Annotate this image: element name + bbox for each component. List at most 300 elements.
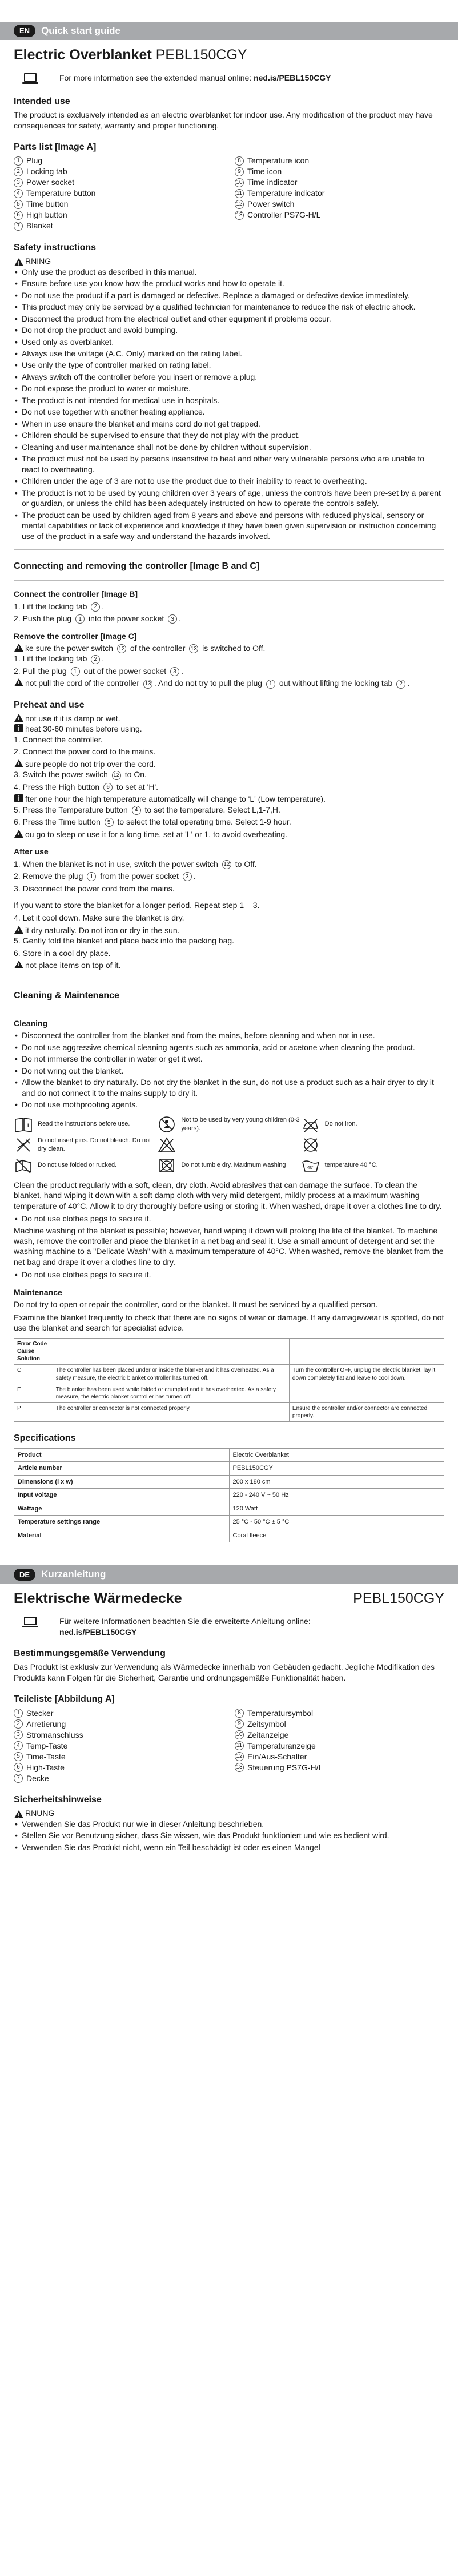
part-item <box>235 210 444 220</box>
intended-use-text: Das Produkt ist exklusiv zur Verwendung als Wärmedecke innerhalb von Gebäuden gedacht. Jegliche Modifikation des Produkts kann Folgen für die Sicherheit, Garantie und ordnungsgemäße Funktionalität haben. <box>14 1662 435 1682</box>
store-steps-cont <box>14 935 444 958</box>
care-symbol <box>301 1136 444 1154</box>
spec-key: Input voltage <box>14 1489 230 1502</box>
safety-item: • This product may only be serviced by a qualified technician for maintenance to reduce the risk of electric shock. <box>14 302 444 312</box>
part-item <box>14 177 223 188</box>
symbol-label: Do not use folded or rucked. <box>38 1162 117 1169</box>
part-label: Time button <box>26 199 69 209</box>
store-steps <box>14 913 444 923</box>
language-badge: DE <box>14 1569 35 1581</box>
symbol-label: Not to be used by very young children (0-3 years). <box>181 1116 300 1132</box>
step-text: 1. Lift the locking tab <box>14 601 87 611</box>
part-item <box>14 220 223 231</box>
safety-item: • The product is not to be used by young children over 3 years of age, unless the controls have been pre-set by a parent or guardian, or unless the child has been adequately instructed on how to operate the controls safely. <box>14 488 444 509</box>
care-symbol <box>14 1136 157 1154</box>
care-symbol <box>157 1136 300 1154</box>
note-text: sure people do not trip over the cord. <box>25 759 156 769</box>
after-use-steps <box>14 859 444 894</box>
part-number: 10 <box>235 178 244 187</box>
specifications-table <box>14 1448 444 1543</box>
error-cause: The controller has been placed under or inside the blanket and it has overheated. As a safety measure, the electric blanket controller has turned off. <box>53 1365 289 1384</box>
step-item <box>14 782 444 792</box>
part-number: 3 <box>14 178 23 187</box>
spec-key: Product <box>14 1448 230 1462</box>
step-text: 1. Lift the locking tab <box>14 654 87 664</box>
store-note <box>14 960 444 970</box>
part-label: Arretierung <box>26 1719 66 1729</box>
note-text: fter one hour the high temperature automatically will change to 'L' (Low temperature). <box>25 794 326 804</box>
step-item: 2. Pull the plug 1 out of the power socket 3 . <box>14 666 183 676</box>
cleaning-item: • Disconnect the controller from the blanket and from the mains, before cleaning and when not in use. <box>14 1030 444 1040</box>
error-code: E <box>14 1384 53 1402</box>
table-row <box>14 1448 444 1462</box>
section-divider <box>14 549 444 550</box>
column-header <box>14 1338 53 1365</box>
part-label: Zeitsymbol <box>247 1719 286 1729</box>
note-text: ou go to sleep or use it for a long time, set at 'L' or 1, to avoid overheating. <box>25 829 288 839</box>
warning-icon <box>14 258 24 267</box>
document-title-row <box>14 46 444 65</box>
remove-note-2: not pull the cord of the controller 13 . And do not try to pull the plug 1 out without lifting the locking tab 2 . <box>14 678 444 688</box>
safety-item: • The product must not be used by persons insensitive to heat and other very vulnerable persons who are unable to react to overheating. <box>14 453 444 475</box>
part-label: Stromanschluss <box>26 1730 83 1739</box>
part-number: 9 <box>235 167 244 176</box>
error-code: C <box>14 1365 53 1384</box>
part-label: Temperature button <box>26 188 96 198</box>
part-item <box>14 199 223 210</box>
cleaning-item: • Do not use clothes pegs to secure it. <box>14 1213 444 1224</box>
part-number: 6 <box>14 211 23 220</box>
part-label: Stecker <box>26 1708 54 1718</box>
info-icon <box>14 724 24 733</box>
part-number: 10 <box>235 1730 244 1739</box>
table-row <box>14 1475 444 1489</box>
part-item <box>235 166 444 177</box>
safety-item: • Always switch off the controller before you insert or remove a plug. <box>14 372 444 382</box>
part-label: Temperature indicator <box>247 188 325 198</box>
step-text: 1. When the blanket is not in use, switch the power switch <box>14 859 218 869</box>
step-text: 3. Switch the power switch <box>14 770 108 779</box>
part-number: 11 <box>235 1741 244 1750</box>
safety-item: • Do not expose the product to water or moisture. <box>14 383 444 393</box>
warning-label: RNUNG <box>25 1809 55 1818</box>
no-iron-icon <box>301 1116 320 1133</box>
safety-item: • Disconnect the product from the electrical outlet and other equipment if problems occur. <box>14 314 444 324</box>
warning-icon <box>14 643 24 652</box>
step-item: 1. Lift the locking tab 2 . <box>14 601 105 611</box>
part-ref: 2 <box>396 680 405 689</box>
remove-note <box>14 643 444 653</box>
care-symbol <box>157 1116 300 1133</box>
document-title: Elektrische Wärmedecke <box>14 1590 182 1607</box>
part-ref: 1 <box>71 667 80 676</box>
note-text: not use if it is damp or wet. <box>25 713 120 723</box>
language-section-title: Quick start guide <box>41 25 120 36</box>
note-text: of the controller <box>130 643 186 653</box>
warning-icon <box>14 960 24 969</box>
manual-prefix: For more information see the extended manual online: <box>59 73 254 82</box>
intended-use-heading: Bestimmungsgemäße Verwendung <box>14 1649 166 1659</box>
spec-key: Temperature settings range <box>14 1516 230 1529</box>
parts-list-heading: Parts list [Image A] <box>14 142 97 152</box>
symbol-label: Do not iron. <box>324 1120 357 1128</box>
warning-icon <box>14 678 24 687</box>
part-number: 5 <box>14 1752 23 1761</box>
step-item: 2. Push the plug 1 into the power socket 3 . <box>14 614 182 624</box>
part-ref: 2 <box>91 602 100 612</box>
document-title <box>14 46 247 65</box>
after-use-heading: After use <box>14 847 49 857</box>
safety-item: • When in use ensure the blanket and mains cord do not get trapped. <box>14 419 444 429</box>
table-row <box>14 1502 444 1516</box>
part-number: 13 <box>235 211 244 220</box>
part-item <box>14 1729 223 1740</box>
step-item <box>14 817 444 827</box>
safety-item: • The product is not intended for medical use in hospitals. <box>14 395 444 405</box>
table-row <box>14 1403 444 1422</box>
cleaning-list <box>14 1030 444 1110</box>
wash-40-icon <box>301 1157 320 1174</box>
online-manual-notice <box>14 1616 444 1637</box>
remove-steps <box>14 653 444 676</box>
note-text: . And do not try to pull the plug <box>154 678 263 688</box>
cleaning-item: • Do not use aggressive chemical cleaning agents such as ammonia, acid or acetone when cleaning the product. <box>14 1042 444 1052</box>
part-ref: 13 <box>189 644 198 653</box>
cleaning-paragraph: Clean the product regularly with a soft, clean, dry cloth. Avoid abrasives that can damage the surface. To clean the blanket, hand wiping it down with a soft damp cloth with very mild detergent, mildly process at a maximum washing temperature of 40°C. Allow it to dry thoroughly before using or storing it. When washed, drape it over a clothes line to dry. <box>14 1180 442 1211</box>
part-number: 11 <box>235 189 244 198</box>
intended-use-heading: Intended use <box>14 97 70 106</box>
language-header-de <box>0 1565 458 1584</box>
part-ref: 1 <box>266 680 275 689</box>
step-text: to Off. <box>235 859 257 869</box>
step-item: 2. Connect the power cord to the mains. <box>14 747 156 757</box>
child-icon <box>157 1116 176 1133</box>
language-badge: EN <box>14 25 35 37</box>
warning-icon <box>14 713 24 722</box>
part-label: Temperatursymbol <box>247 1708 314 1718</box>
no-fold-icon <box>14 1157 33 1174</box>
safety-item: • The product can be used by children aged from 8 years and above and persons with reduced physical, sensory or mental capabilities or lack of experience and knowledge if they have been given supervision or instruction concerning use of the product in a safe way and understand the hazards involved. <box>14 510 444 541</box>
warning-label-row <box>14 1808 444 1818</box>
step-text: from the power socket <box>100 871 179 881</box>
manual-text <box>59 1616 311 1637</box>
laptop-icon <box>22 1616 39 1629</box>
step-text: out of the power socket <box>83 666 167 676</box>
note-text: is switched to Off. <box>202 643 266 653</box>
part-ref: 12 <box>112 771 121 780</box>
part-number: 2 <box>14 167 23 176</box>
safety-item: • Do not use the product if a part is damaged or defective. Replace a damaged or defective device immediately. <box>14 290 444 300</box>
part-ref: 3 <box>168 614 177 624</box>
part-number: 13 <box>235 1763 244 1772</box>
part-label: Power socket <box>26 178 75 187</box>
cleaning-pegs-list <box>14 1213 444 1224</box>
maintenance-paragraph: Examine the blanket frequently to check that there are no signs of wear or damage. If any damage/wear is spotted, do not use the blanket and search for specialist advice. <box>14 1312 444 1333</box>
step-text: to On. <box>124 770 147 779</box>
step-text: 2. Remove the plug <box>14 871 83 881</box>
part-ref: 12 <box>117 644 126 653</box>
cleaning-item: • Do not immerse the controller in water or get it wet. <box>14 1054 444 1064</box>
remove-subheading: Remove the controller [Image C] <box>14 631 137 641</box>
intended-use-text: The product is exclusively intended as an electric overblanket for indoor use. Any modification of the product may have consequences for safety, warranty and proper functioning. <box>14 110 433 130</box>
step-text: to set at 'H'. <box>116 782 159 791</box>
part-ref: 3 <box>170 667 179 676</box>
safety-item: • Do not use together with another heating appliance. <box>14 407 444 417</box>
part-ref: 2 <box>91 655 100 664</box>
document-title-row <box>14 1589 444 1608</box>
part-label: High-Taste <box>26 1762 65 1772</box>
part-number: 4 <box>14 1741 23 1750</box>
part-ref: 1 <box>75 614 85 624</box>
part-item <box>14 188 223 199</box>
book-icon <box>14 1116 33 1133</box>
preheat-steps <box>14 734 444 757</box>
part-ref: 4 <box>132 806 141 815</box>
part-number: 5 <box>14 200 23 209</box>
part-item <box>14 210 223 220</box>
step-item: 2. Remove the plug 1 from the power socket 3 . <box>14 871 196 881</box>
step-text: 5. Press the Temperature button <box>14 805 128 814</box>
part-item <box>14 1762 223 1773</box>
part-number: 4 <box>14 189 23 198</box>
error-code-table <box>14 1338 444 1422</box>
warning-label: RNING <box>25 256 51 266</box>
cleaning-item: • Do not use mothproofing agents. <box>14 1099 444 1110</box>
header-cause: Cause <box>17 1348 35 1355</box>
error-code: P <box>14 1403 53 1422</box>
symbol-label: Do not tumble dry. Maximum washing <box>181 1162 286 1169</box>
preheat-note <box>14 713 444 724</box>
preheat-note <box>14 759 444 769</box>
header-code: Error Code <box>17 1340 47 1347</box>
safety-item: • Used only as overblanket. <box>14 337 444 347</box>
note-text: out without lifting the locking tab <box>279 678 393 688</box>
part-item <box>235 177 444 188</box>
part-number: 1 <box>14 156 23 166</box>
parts-list-heading: Teileliste [Abbildung A] <box>14 1694 115 1705</box>
error-cause: The blanket has been used while folded or crumpled and it has overheated. As a safety measure, the electric blanket controller has turned off. <box>53 1384 289 1402</box>
preheat-note <box>14 829 444 839</box>
spec-value: PEBL150CGY <box>229 1462 444 1476</box>
preheat-steps-cont <box>14 769 444 792</box>
part-number: 1 <box>14 1709 23 1718</box>
safety-item: • Ensure before use you know how the product works and how to operate it. <box>14 278 444 288</box>
table-row <box>14 1462 444 1476</box>
cleaning-pegs-list <box>14 1269 444 1280</box>
part-item <box>14 166 223 177</box>
safety-item: • Do not drop the product and avoid bumping. <box>14 325 444 335</box>
manual-link[interactable]: ned.is/PEBL150CGY <box>254 73 331 82</box>
care-symbol <box>14 1116 157 1133</box>
part-item <box>14 1751 223 1762</box>
table-row <box>14 1529 444 1542</box>
part-label: Decke <box>26 1773 49 1783</box>
step-item: 1. Lift the locking tab 2 . <box>14 654 105 664</box>
spec-value: Electric Overblanket <box>229 1448 444 1462</box>
cleaning-heading: Cleaning & Maintenance <box>14 990 119 1000</box>
no-bleach-icon <box>157 1136 176 1154</box>
manual-prefix: Für weitere Informationen beachten Sie die erweiterte Anleitung online: <box>59 1617 311 1626</box>
online-manual-notice <box>14 73 444 85</box>
part-label: Time indicator <box>247 178 298 187</box>
manual-link[interactable]: ned.is/PEBL150CGY <box>59 1627 137 1637</box>
part-item <box>235 199 444 210</box>
step-text: into the power socket <box>88 614 164 624</box>
error-solution: Ensure the controller and/or connector are connected properly. <box>289 1403 444 1422</box>
spec-value: 200 x 180 cm <box>229 1475 444 1489</box>
table-row <box>14 1516 444 1529</box>
safety-list <box>14 267 444 541</box>
safety-item: • Stellen Sie vor Benutzung sicher, dass Sie wissen, wie das Produkt funktioniert und wie es bedient wird. <box>14 1830 444 1840</box>
part-ref: 3 <box>183 872 192 881</box>
step-text: to set the temperature. Select L,1-7,H. <box>144 805 280 814</box>
step-item <box>14 859 444 869</box>
step-text: 2. Push the plug <box>14 614 72 624</box>
part-ref: 1 <box>87 872 96 881</box>
part-number: 3 <box>14 1730 23 1739</box>
store-note <box>14 925 444 935</box>
safety-item: • Only use the product as described in this manual. <box>14 267 444 277</box>
no-pin-icon <box>14 1136 33 1154</box>
step-text: to select the total operating time. Select 1-9 hour. <box>117 817 291 827</box>
step-item: 6. Store in a cool dry place. <box>14 948 111 958</box>
care-symbol <box>157 1157 300 1174</box>
parts-list <box>14 1707 444 1783</box>
connect-steps <box>14 601 444 624</box>
part-number: 12 <box>235 200 244 209</box>
specifications-heading: Specifications <box>14 1433 76 1444</box>
model-number: PEBL150CGY <box>353 1590 444 1607</box>
warning-icon <box>14 829 24 838</box>
safety-heading: Sicherheitshinweise <box>14 1795 102 1805</box>
warning-icon <box>14 1810 24 1819</box>
spec-key: Dimensions (l x w) <box>14 1475 230 1489</box>
part-label: Temperaturanzeige <box>247 1741 316 1750</box>
spec-value: 220 - 240 V ~ 50 Hz <box>229 1489 444 1502</box>
error-solution: Turn the controller OFF, unplug the electric blanket, lay it down completely flat and leave to cool down. <box>289 1365 444 1403</box>
part-item <box>235 1729 444 1740</box>
step-text: 2. Pull the plug <box>14 666 67 676</box>
manual-text <box>59 73 331 83</box>
step-item: 5. Gently fold the blanket and place back into the packing bag. <box>14 936 235 946</box>
warning-icon <box>14 759 24 768</box>
cleaning-item: • Allow the blanket to dry naturally. Do not dry the blanket in the sun, do not use a product such as a hair dryer to dry it and do not connect it to the mains supply to dry it. <box>14 1077 444 1098</box>
step-text: 6. Press the Time button <box>14 817 101 827</box>
table-row <box>14 1365 444 1384</box>
column-header <box>53 1338 289 1365</box>
care-symbols <box>14 1116 444 1174</box>
product-name: Electric Overblanket <box>14 47 152 63</box>
part-label: Blanket <box>26 221 53 231</box>
part-ref: 12 <box>222 860 231 869</box>
part-item <box>235 1762 444 1773</box>
error-cause: The controller or connector is not connected properly. <box>53 1403 289 1422</box>
part-label: High button <box>26 210 67 220</box>
warning-label-row <box>14 256 444 266</box>
part-item <box>235 188 444 199</box>
svg-text:i: i <box>27 1122 29 1128</box>
part-label: Locking tab <box>26 167 67 176</box>
section-divider <box>14 580 444 581</box>
part-label: Steuerung PS7G-H/L <box>247 1762 323 1772</box>
spec-key: Material <box>14 1529 230 1542</box>
step-text: 4. Press the High button <box>14 782 100 791</box>
safety-item: • Cleaning and user maintenance shall not be done by children without supervision. <box>14 442 444 452</box>
connect-subheading: Connect the controller [Image B] <box>14 589 138 599</box>
cleaning-subheading: Cleaning <box>14 1018 48 1028</box>
part-ref: 13 <box>143 680 152 689</box>
language-section-title: Kurzanleitung <box>41 1568 106 1580</box>
safety-item: • Use only the type of controller marked on rating label. <box>14 360 444 370</box>
step-item: 3. Disconnect the power cord from the mains. <box>14 883 175 893</box>
preheat-note <box>14 794 444 804</box>
care-symbol <box>301 1116 444 1133</box>
safety-item: • Verwenden Sie das Produkt nicht, wenn ein Teil beschädigt ist oder es einen Mangel <box>14 1842 444 1852</box>
safety-item: • Verwenden Sie das Produkt nur wie in dieser Anleitung beschrieben. <box>14 1819 444 1829</box>
part-number: 12 <box>235 1752 244 1761</box>
part-item <box>235 1740 444 1751</box>
connect-heading: Connecting and removing the controller [Image B and C] <box>14 561 260 571</box>
header-solution: Solution <box>17 1356 40 1363</box>
table-row <box>14 1489 444 1502</box>
step-item: 4. Let it cool down. Make sure the blanket is dry. <box>14 913 184 923</box>
part-label: Plug <box>26 156 43 166</box>
laptop-icon <box>22 73 39 85</box>
part-item <box>14 1740 223 1751</box>
note-text: not pull the cord of the controller <box>25 678 140 688</box>
maintenance-paragraph: Do not try to open or repair the controller, cord or the blanket. It must be serviced by a qualified person. <box>14 1300 378 1309</box>
part-label: Power switch <box>247 199 295 209</box>
step-item: 1. Connect the controller. <box>14 734 103 744</box>
part-label: Time-Taste <box>26 1751 66 1761</box>
parts-list <box>14 155 444 231</box>
spec-key: Wattage <box>14 1502 230 1516</box>
spec-key: Article number <box>14 1462 230 1476</box>
part-number: 8 <box>235 1709 244 1718</box>
safety-item: • Children under the age of 3 are not to use the product due to their inability to react to overheating. <box>14 476 444 486</box>
spec-value: Coral fleece <box>229 1529 444 1542</box>
column-header <box>289 1338 444 1365</box>
part-label: Zeitanzeige <box>247 1730 289 1739</box>
svg-text:40°: 40° <box>307 1164 314 1170</box>
warning-icon <box>14 925 24 934</box>
part-label: Temperature icon <box>247 156 310 166</box>
model-number: PEBL150CGY <box>155 47 247 63</box>
preheat-heading: Preheat and use <box>14 700 85 710</box>
symbol-label: Do not insert pins. Do not bleach. Do not dry clean. <box>38 1137 151 1152</box>
no-tumble-icon <box>157 1157 176 1174</box>
note-text: it dry naturally. Do not iron or dry in the sun. <box>25 925 180 935</box>
spec-value: 25 °C - 50 °C ± 5 °C <box>229 1516 444 1529</box>
note-text: ke sure the power switch <box>25 643 114 653</box>
store-intro: If you want to store the blanket for a longer period. Repeat step 1 – 3. <box>14 900 260 910</box>
step-item <box>14 805 444 815</box>
safety-item: • Always use the voltage (A.C. Only) marked on the rating label. <box>14 348 444 359</box>
part-label: Temp-Taste <box>26 1741 68 1750</box>
safety-heading: Safety instructions <box>14 243 97 253</box>
part-item <box>235 1707 444 1718</box>
cleaning-paragraph: Machine washing of the blanket is possible; however, hand wiping it down will prolong the life of the blanket. To machine wash, remove the controller and place the blanket in a net bag and seal it. Use a small amount of detergent and set the washing machine to a "Delicate Wash" with a maximum temperature of 40°C. When washed, remove the blanket from the net bag and drape it over a clothes line to dry. <box>14 1225 444 1267</box>
care-symbol <box>301 1157 444 1174</box>
part-item <box>14 1707 223 1718</box>
safety-list <box>14 1819 444 1852</box>
note-text: not place items on top of it. <box>25 961 121 970</box>
part-item <box>14 1773 223 1783</box>
preheat-note <box>14 724 444 734</box>
language-header-en <box>0 22 458 40</box>
part-item <box>235 155 444 166</box>
part-item <box>235 1718 444 1729</box>
